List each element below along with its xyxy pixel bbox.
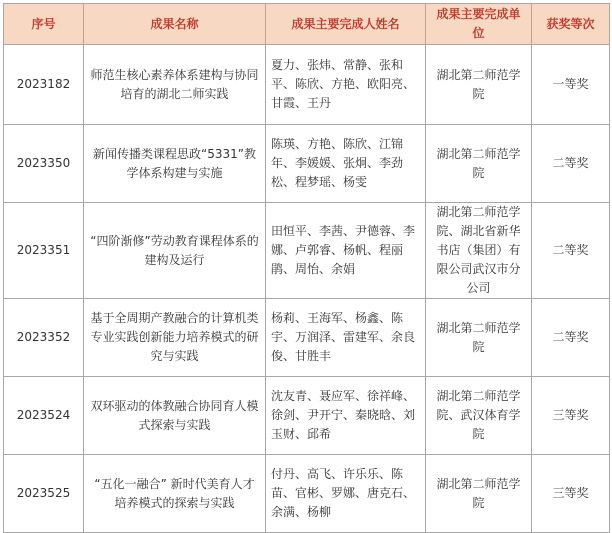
header-people: 成果主要完成人姓名 [266,4,426,45]
table-row [4,455,610,533]
row-id: 2023352 [4,299,84,377]
row-name-text: “五化一融合” 新时代美育人才培养模式的探索与实践 [94,476,255,510]
row-id: 2023525 [4,455,84,533]
table-row [4,203,610,299]
header-award: 获奖等次 [532,4,610,45]
header-row [4,4,610,45]
table-row [4,125,610,203]
row-award: 一等奖 [532,45,610,125]
table-row [4,377,610,455]
row-award: 三等奖 [532,377,610,455]
row-id: 2023351 [4,203,84,299]
row-name [84,203,266,299]
row-name-text: 基于全周期产教融合的计算机类专业实践创新能力培养模式的研究与实践 [90,311,259,363]
row-name [84,299,266,377]
row-name [84,377,266,455]
row-id: 2023350 [4,125,84,203]
awards-table [3,3,610,533]
row-unit: 湖北第二师范学院 [426,45,532,125]
row-unit: 湖北第二师范学院 [426,299,532,377]
row-name [84,125,266,203]
row-name-text: 双环驱动的体教融合协同育人模式探索与实践 [90,398,259,432]
header-unit: 成果主要完成单位 [426,4,532,45]
row-name-text: 新闻传播类课程思政“5331”教学体系构建与实施 [93,146,256,180]
row-id: 2023182 [4,45,84,125]
row-people: 夏力、张炜、常静、张和平、陈欣、方艳、欧阳亮、甘霞、王丹 [266,45,426,125]
row-award: 二等奖 [532,125,610,203]
row-name [84,45,266,125]
row-unit: 湖北第二师范学院、武汉体育学院 [426,377,532,455]
row-people: 田恒平、李茜、尹德蓉、李娜、卢郭睿、杨帆、程丽鹃、周怡、余娟 [266,203,426,299]
row-people: 沈友青、聂应军、徐祥峰、徐剑、尹开宁、秦晓晗、刘玉财、邱希 [266,377,426,455]
row-name [84,455,266,533]
table-row [4,45,610,125]
row-name-text: 师范生核心素养体系建构与协同培育的湖北二师实践 [90,67,259,101]
table-row [4,299,610,377]
row-award: 三等奖 [532,455,610,533]
row-unit: 湖北第二师范学院、湖北省新华书店（集团）有限公司武汉市分公司 [426,203,532,299]
header-id: 序号 [4,4,84,45]
row-people: 付丹、高飞、许乐乐、陈苗、官彬、罗娜、唐克石、余满、杨柳 [266,455,426,533]
row-unit: 湖北第二师范学院 [426,125,532,203]
row-award: 二等奖 [532,299,610,377]
row-unit: 湖北第二师范学院 [426,455,532,533]
row-people: 杨莉、王海军、杨鑫、陈宇、万润泽、雷建军、余良俊、甘胜丰 [266,299,426,377]
row-award: 二等奖 [532,203,610,299]
header-name: 成果名称 [84,4,266,45]
row-id: 2023524 [4,377,84,455]
row-name-text: “四阶渐修”劳动教育课程体系的建构及运行 [90,233,259,267]
row-people: 陈瑛、方艳、陈欣、江锦年、李媛媛、张炯、李劲松、程梦瑶、杨雯 [266,125,426,203]
